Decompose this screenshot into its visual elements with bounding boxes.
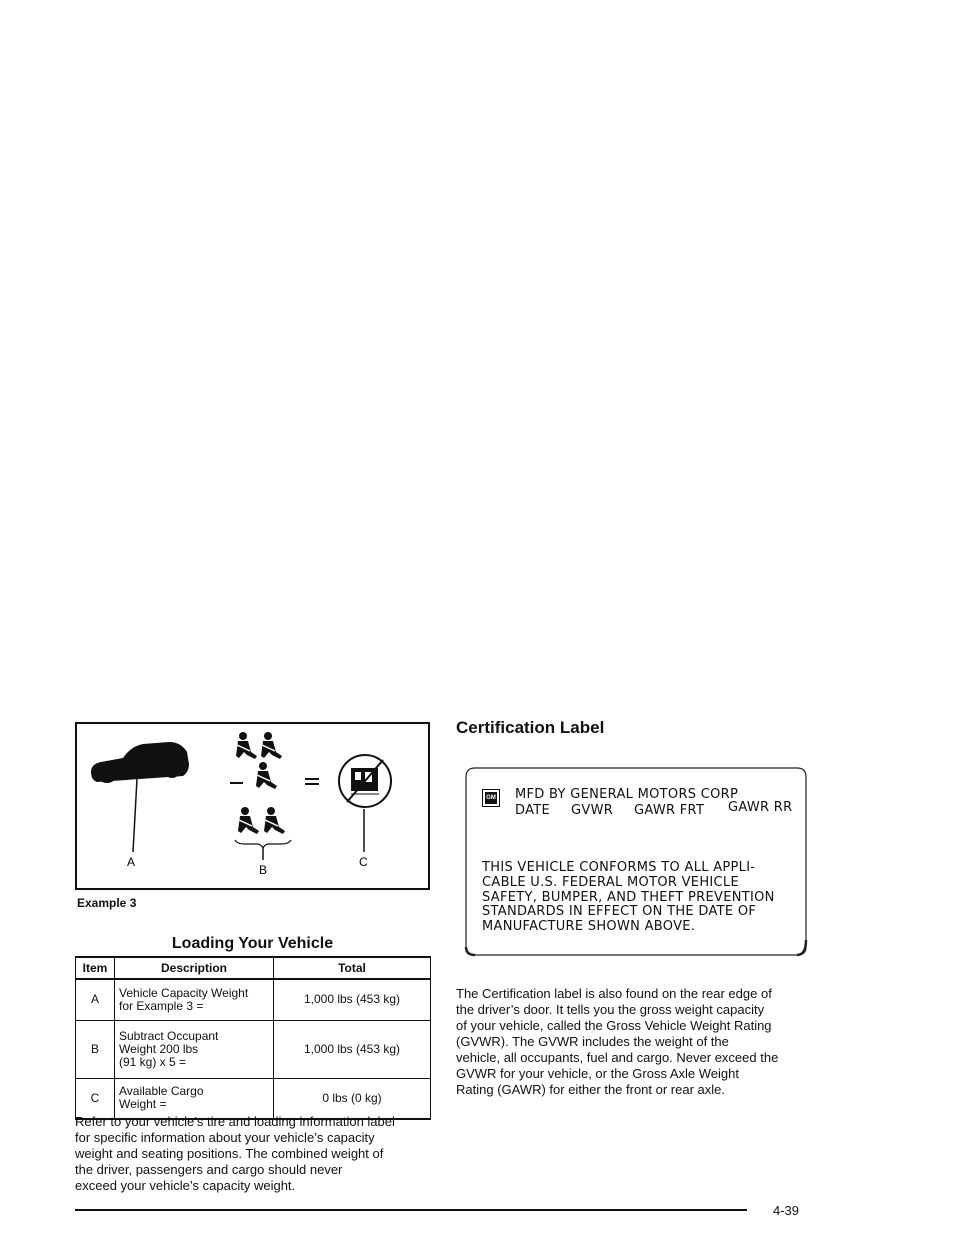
callout-line-a	[133, 779, 137, 852]
footer-rule	[75, 1209, 747, 1211]
example-figure	[75, 722, 430, 890]
table-title: Loading Your Vehicle	[171, 935, 334, 952]
label-body-line: STANDARDS IN EFFECT ON THE DATE OF	[482, 904, 757, 919]
row-description	[115, 1020, 274, 1078]
paragraph-line: the driver, passengers and cargo should never	[75, 1162, 343, 1177]
table-row	[76, 979, 431, 1020]
header-description: Description	[115, 957, 274, 979]
description-line: for Example 3 =	[119, 998, 204, 1013]
header-total: Total	[274, 957, 431, 979]
label-body-line: THIS VEHICLE CONFORMS TO ALL APPLI-	[482, 860, 756, 875]
label-body-line: MANUFACTURE SHOWN ABOVE.	[482, 919, 696, 934]
certification-heading: Certification Label	[456, 718, 605, 737]
seated-occupant-icon	[236, 732, 285, 834]
loading-table	[75, 956, 431, 1120]
description-line: Available Cargo	[119, 1084, 204, 1099]
row-item: A	[76, 979, 115, 1020]
row-item: B	[76, 1020, 115, 1078]
label-gvwr-field: GVWR	[571, 803, 614, 818]
callout-a: A	[127, 855, 136, 869]
paragraph-line: (GVWR). The GVWR includes the weight of the	[456, 1034, 729, 1049]
header-item: Item	[76, 957, 115, 979]
page-number: 4-39	[773, 1203, 800, 1218]
callout-c: C	[359, 855, 368, 869]
table-header-row	[76, 957, 431, 979]
paragraph-line: the driver’s door. It tells you the gross weight capacity	[456, 1002, 765, 1017]
paragraph-line: The Certification label is also found on the rear edge of	[456, 986, 772, 1001]
description-line: Weight 200 lbs	[119, 1041, 199, 1056]
paragraph-line: GVWR for your vehicle, or the Gross Axle Weight	[456, 1066, 739, 1081]
table-row	[76, 1020, 431, 1078]
paragraph-line: exceed your vehicle’s capacity weight.	[75, 1178, 296, 1193]
description-line: Vehicle Capacity Weight	[119, 985, 249, 1000]
figure-caption: Example 3	[77, 896, 137, 910]
row-total: 0 lbs (0 kg)	[274, 1078, 431, 1119]
gm-logo	[482, 789, 500, 807]
certification-label-illustration	[463, 765, 809, 958]
row-total: 1,000 lbs (453 kg)	[274, 979, 431, 1020]
gm-logo-text: GM	[485, 792, 497, 804]
description-line: Subtract Occupant	[119, 1028, 219, 1043]
loading-paragraph	[75, 1114, 395, 1194]
paragraph-line: of your vehicle, called the Gross Vehicle Weight Rating	[456, 1018, 772, 1033]
paragraph-line: Refer to your vehicle’s tire and loading information label	[75, 1114, 395, 1129]
row-item: C	[76, 1078, 115, 1119]
certification-paragraph	[456, 986, 778, 1098]
paragraph-line: Rating (GAWR) for either the front or rear axle.	[456, 1082, 726, 1097]
example-illustration	[77, 724, 428, 888]
label-body-line: CABLE U.S. FEDERAL MOTOR VEHICLE	[482, 875, 739, 890]
label-body-line: SAFETY, BUMPER, AND THEFT PREVENTION	[482, 890, 775, 905]
label-manufacturer: MFD BY GENERAL MOTORS CORP	[515, 787, 739, 802]
row-description	[115, 979, 274, 1020]
table-row	[76, 1078, 431, 1119]
car-icon	[91, 742, 189, 783]
cargo-box-icon	[339, 755, 391, 807]
description-line: Weight =	[119, 1097, 167, 1112]
description-line: (91 kg) x 5 =	[119, 1054, 187, 1069]
label-gawr-rr-field: GAWR RR	[728, 800, 793, 815]
paragraph-line: vehicle, all occupants, fuel and cargo. Never exceed the	[456, 1050, 779, 1065]
callout-b: B	[259, 863, 268, 877]
bracket	[235, 840, 291, 848]
label-date-field: DATE	[515, 803, 551, 818]
row-total: 1,000 lbs (453 kg)	[274, 1020, 431, 1078]
row-description	[115, 1078, 274, 1119]
paragraph-line: for specific information about your vehicle’s capacity	[75, 1130, 375, 1145]
paragraph-line: weight and seating positions. The combined weight of	[75, 1146, 384, 1161]
label-gawr-frt-field: GAWR FRT	[634, 803, 705, 818]
